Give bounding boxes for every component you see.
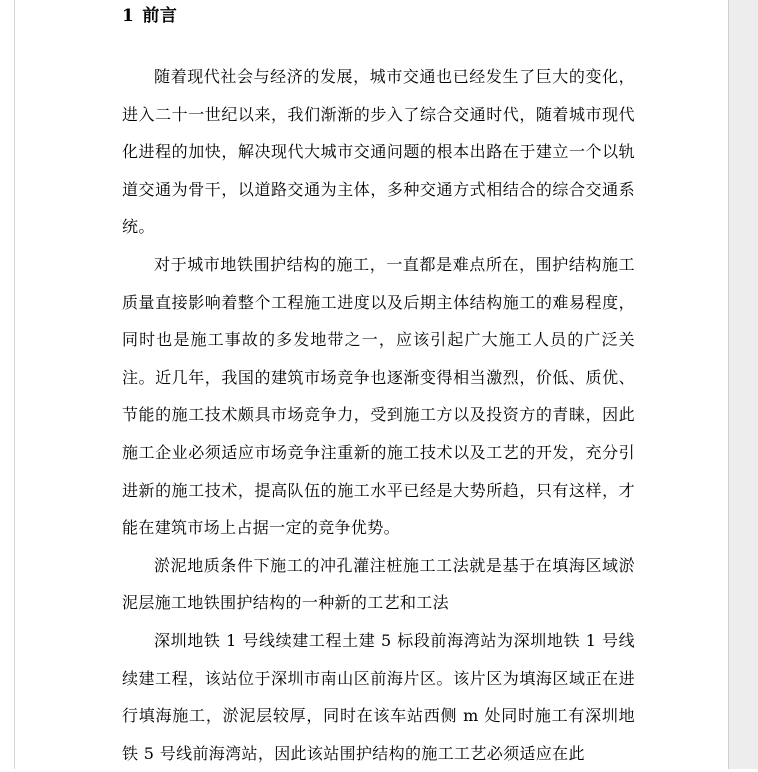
paragraph-list (122, 58, 635, 772)
section-number: 1 (122, 6, 135, 26)
section-title: 前言 (142, 6, 178, 26)
paragraph: 淤泥地质条件下施工的冲孔灌注桩施工工法就是基于在填海区域淤泥层施工地铁围护结构的一种新的工艺和工法 (122, 555, 635, 613)
document-page (15, 0, 728, 769)
section-heading (122, 0, 635, 35)
paragraph: 深圳地铁 1 号线续建工程土建 5 标段前海湾站为深圳地铁 1 号线续建工程，该站位于深圳市南山区前海片区。该片区为填海区域正在进行填海施工，淤泥层较厚，同时在该车站西侧 m 处同时施工有深圳地铁 5 号线前海湾站，因此该站围护结构的施工工艺必须适应在此 (122, 630, 635, 763)
paragraph: 对于城市地铁围护结构的施工，一直都是难点所在，围护结构施工质量直接影响着整个工程施工进度以及后期主体结构施工的难易程度，同时也是施工事故的多发地带之一，应该引起广大施工人员的广泛关注。近几年，我国的建筑市场竞争也逐渐变得相当激烈，价低、质优、节能的施工技术颇具市场竞争力，受到施工方以及投资方的青睐，因此施工企业必须适应市场竞争注重新的施工技术以及工艺的开发，充分引进新的施工技术，提高队伍的施工水平已经是大势所趋，只有这样，才能在建筑市场上占据一定的竞争优势。 (122, 254, 635, 538)
page-left-margin (0, 0, 15, 769)
paragraph: 随着现代社会与经济的发展，城市交通也已经发生了巨大的变化，进入二十一世纪以来，我们渐渐的步入了综合交通时代，随着城市现代化进程的加快，解决现代大城市交通问题的根本出路在于建立一个以轨道交通为骨干，以道路交通为主体，多种交通方式相结合的综合交通系统。 (122, 67, 635, 237)
page-content (122, 0, 635, 772)
viewer-right-gutter[interactable] (728, 0, 758, 769)
